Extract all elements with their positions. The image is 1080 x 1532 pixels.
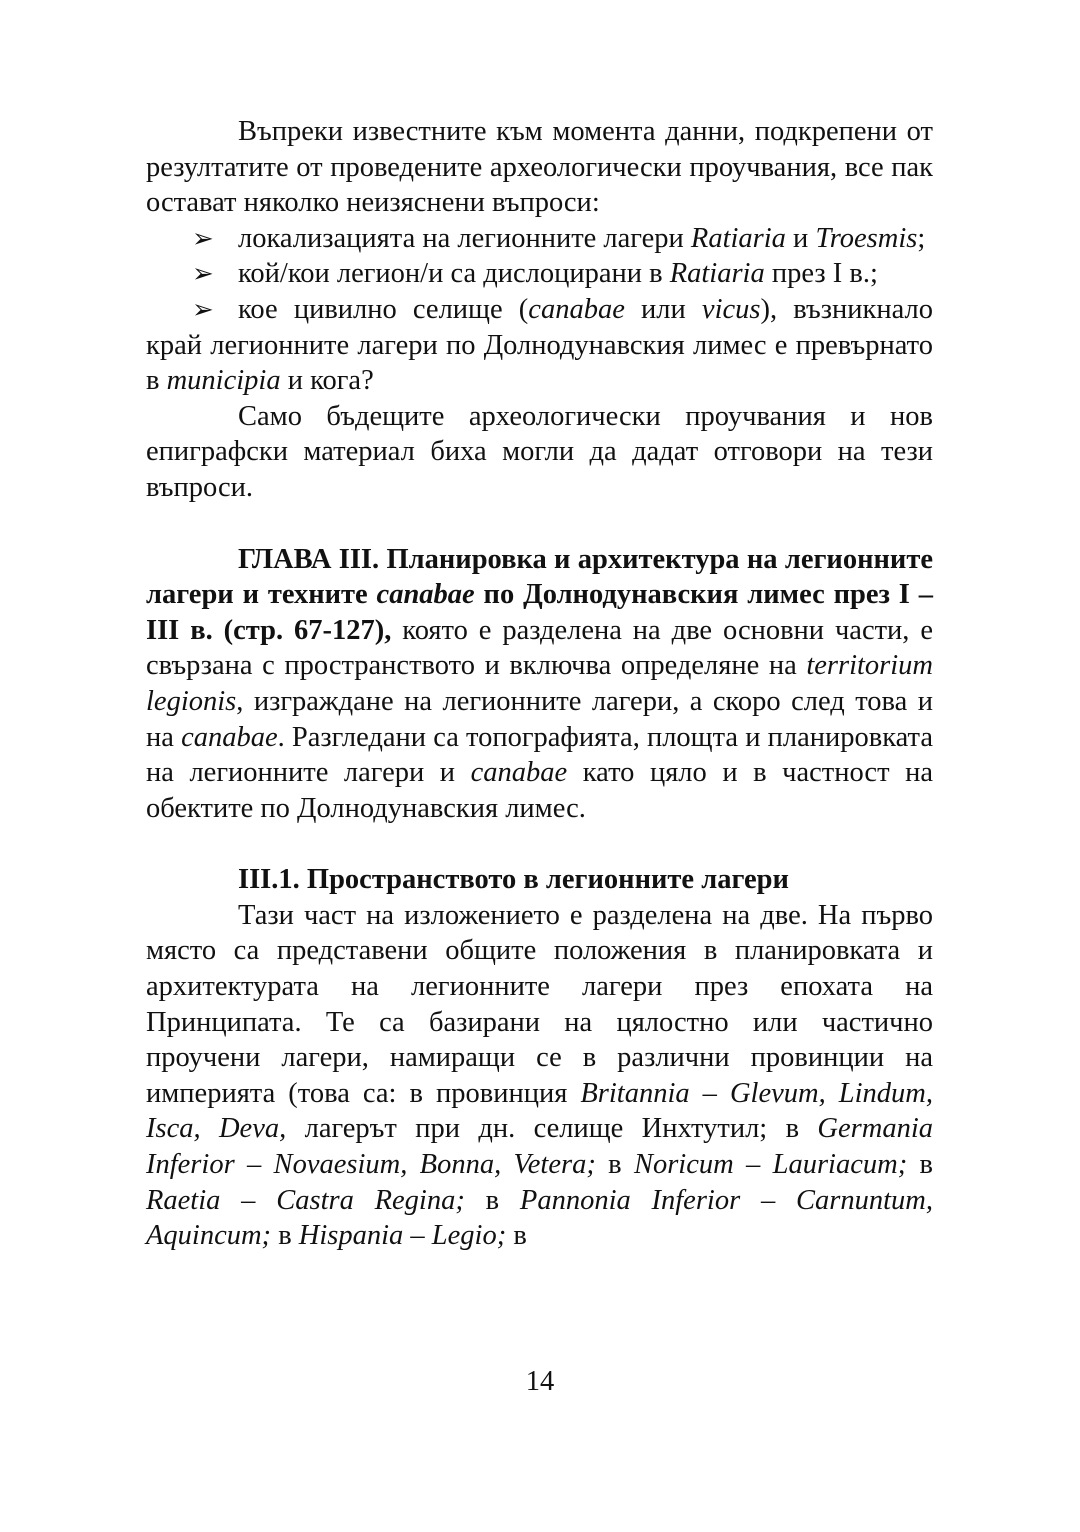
intro-paragraph: Въпреки известните към момента данни, подкрепени от резултатите от проведените археологически проучвания, все пак остават няколко неизяснени въпроси: [146, 116, 933, 219]
arrow-bullet-icon: ➢ [192, 294, 214, 324]
arrow-bullet-icon: ➢ [192, 259, 214, 289]
bullet-item-settlement: ➢ кое цивилно селище (canabae или vicus), възникнало край легионните лагери по Долнодунавския лимес е превърнато в municipia и кога? [146, 293, 933, 397]
body-text [146, 114, 933, 1254]
bullet-item-legion: ➢ кой/кои легион/и са дислоцирани в Ratiaria през I в.; [146, 256, 933, 292]
spacer [146, 826, 933, 862]
arrow-bullet-icon: ➢ [192, 223, 214, 253]
future-research-paragraph: Само бъдещите археологически проучвания и нов епиграфски материал биха могли да дадат отговори на тези въпроси. [146, 400, 933, 503]
chapter-paragraph: ГЛАВА III. Планировка и архитектура на легионните лагери и техните canabae по Долнодунавския лимес през I – III в. (стр. 67-127), която е разделена на две основни части, е свързана с пространството и включва определяне на territorium legionis, изграждане на легионните лагери, а скоро след това и на canabae. Разгледани са топографията, площта и планировката на легионните лагери и canabae като цяло и в частност на обектите по Долнодунавския лимес. [146, 543, 934, 824]
bullet-item-location: ➢ локализацията на легионните лагери Ratiaria и Troesmis; [146, 221, 933, 257]
spacer [146, 506, 933, 542]
section-heading: III.1. Пространството в легионните лагери [238, 864, 789, 896]
section-paragraph: Тази част на изложението е разделена на две. На първо място са представени общите положения в планировката и архитектурата на легионните лагери през епохата на Принципата. Те са базирани на цялостно или частично проучени лагери, намиращи се в различни провинции на империята (това са: в провинция Britannia – Glevum, Lindum, Isca, Deva, лагерът при дн. селище Инхтутил; в Germania Inferior – Novaesium, Bonna, Vetera; в Noricum – Lauriacum; в Raetia – Castra Regina; в Pannonia Inferior – Carnuntum, Aquincum; в Hispania – Legio; в [146, 899, 933, 1252]
page-number: 14 [525, 1366, 555, 1397]
